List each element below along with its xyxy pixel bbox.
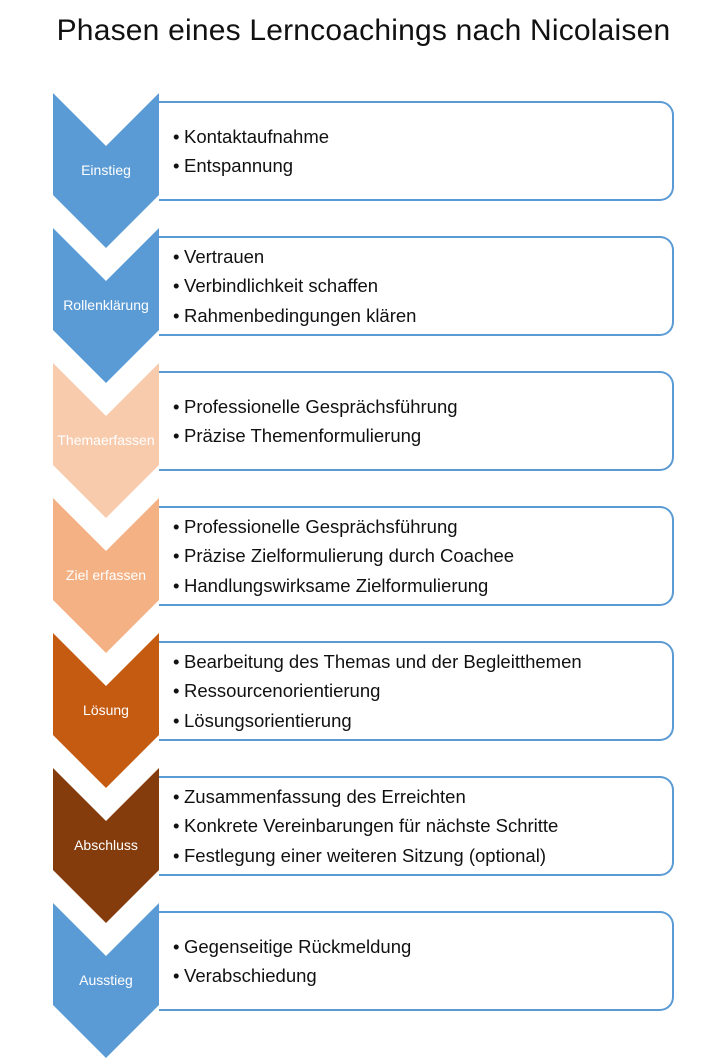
bullet-icon: • bbox=[173, 935, 180, 957]
phase-item-text: Ressourcenorientierung bbox=[184, 680, 381, 702]
phase-row bbox=[0, 363, 727, 518]
bullet-icon: • bbox=[173, 709, 180, 731]
phase-row bbox=[0, 228, 727, 383]
bullet-icon: • bbox=[173, 125, 180, 147]
phase-row bbox=[0, 768, 727, 923]
phase-item-text: Handlungswirksame Zielformulierung bbox=[184, 574, 489, 596]
bullet-icon: • bbox=[173, 844, 180, 866]
phase-item bbox=[173, 841, 672, 871]
phase-item bbox=[173, 961, 672, 991]
phase-chevron bbox=[53, 768, 159, 923]
phase-details-box bbox=[159, 641, 674, 741]
phase-details-box bbox=[159, 101, 674, 201]
phase-label bbox=[53, 363, 159, 513]
bullet-icon: • bbox=[173, 155, 180, 176]
phase-item bbox=[173, 392, 672, 422]
phase-chevron bbox=[53, 228, 159, 383]
phase-item bbox=[173, 932, 672, 962]
phase-chevron bbox=[53, 363, 159, 518]
phase-details-box bbox=[159, 776, 674, 876]
phase-label-line: Einstieg bbox=[81, 161, 131, 178]
phase-label bbox=[53, 93, 159, 243]
phase-row bbox=[0, 498, 727, 653]
bullet-icon: • bbox=[173, 574, 180, 596]
phase-item bbox=[173, 782, 672, 812]
bullet-icon: • bbox=[173, 245, 180, 267]
phase-item-text: Konkrete Vereinbarungen für nächste Schritte bbox=[184, 815, 559, 837]
phase-label bbox=[53, 903, 159, 1053]
phase-item-text: Kontaktaufnahme bbox=[184, 125, 330, 147]
phase-item-list bbox=[173, 512, 672, 601]
bullet-icon: • bbox=[173, 545, 180, 567]
phase-item-text: Festlegung einer weiteren Sitzung (optional) bbox=[184, 844, 546, 866]
bullet-icon: • bbox=[173, 425, 180, 446]
phase-item-text: Lösungsorientierung bbox=[184, 709, 352, 731]
phase-item-list bbox=[173, 782, 672, 871]
bullet-icon: • bbox=[173, 515, 180, 537]
phase-item-list bbox=[173, 932, 672, 991]
phase-row bbox=[0, 93, 727, 248]
phase-item-text: Vertrauen bbox=[184, 245, 265, 267]
bullet-icon: • bbox=[173, 395, 180, 417]
bullet-icon: • bbox=[173, 680, 180, 702]
bullet-icon: • bbox=[173, 785, 180, 807]
phase-details-box bbox=[159, 236, 674, 336]
phase-item bbox=[173, 421, 672, 451]
phase-item-text: Gegenseitige Rückmeldung bbox=[184, 935, 412, 957]
bullet-icon: • bbox=[173, 965, 180, 986]
phase-item bbox=[173, 811, 672, 841]
phase-item bbox=[173, 242, 672, 272]
phase-row bbox=[0, 903, 727, 1058]
phase-label-line: erfassen bbox=[100, 431, 155, 448]
phase-item-text: Präzise Themenformulierung bbox=[184, 425, 422, 446]
phase-item bbox=[173, 706, 672, 736]
phase-item-text: Zusammenfassung des Erreichten bbox=[184, 785, 466, 807]
phase-item-text: Rahmenbedingungen klären bbox=[184, 304, 417, 326]
phase-details-box bbox=[159, 506, 674, 606]
phase-label-line: Rollenklärung bbox=[63, 296, 149, 313]
phase-label bbox=[53, 498, 159, 648]
phase-item-list bbox=[173, 392, 672, 451]
bullet-icon: • bbox=[173, 304, 180, 326]
bullet-icon: • bbox=[173, 275, 180, 297]
phase-label-line: Ziel erfassen bbox=[65, 566, 147, 583]
phase-item-text: Professionelle Gesprächsführung bbox=[184, 395, 458, 417]
phase-chevron bbox=[53, 93, 159, 248]
diagram-title: Phasen eines Lerncoachings nach Nicolaisen bbox=[56, 14, 671, 47]
phase-item bbox=[173, 512, 672, 542]
phase-label-line: Thema bbox=[57, 431, 101, 448]
phase-item-list bbox=[173, 647, 672, 736]
bullet-icon: • bbox=[173, 815, 180, 837]
phase-chevron bbox=[53, 498, 159, 653]
phase-item-text: Verabschiedung bbox=[184, 965, 317, 986]
phase-details-box bbox=[159, 371, 674, 471]
phase-item-text: Entspannung bbox=[184, 155, 294, 176]
phase-label bbox=[53, 768, 159, 918]
phase-item bbox=[173, 541, 672, 571]
phase-label bbox=[53, 633, 159, 783]
phase-item bbox=[173, 151, 672, 181]
phase-details-box bbox=[159, 911, 674, 1011]
phase-item-text: Bearbeitung des Themas und der Begleitthemen bbox=[184, 650, 582, 672]
phase-label bbox=[53, 228, 159, 378]
phase-row bbox=[0, 633, 727, 788]
phase-item bbox=[173, 571, 672, 601]
phase-item-text: Professionelle Gesprächsführung bbox=[184, 515, 458, 537]
phase-item-text: Präzise Zielformulierung durch Coachee bbox=[184, 545, 515, 567]
bullet-icon: • bbox=[173, 650, 180, 672]
phase-item-list bbox=[173, 242, 672, 331]
phase-label-line: Abschluss bbox=[74, 836, 138, 853]
phase-item bbox=[173, 647, 672, 677]
phase-item bbox=[173, 122, 672, 152]
phase-item-list bbox=[173, 122, 672, 181]
phase-chevron bbox=[53, 633, 159, 788]
phase-item-text: Verbindlichkeit schaffen bbox=[184, 275, 379, 297]
phase-chevron bbox=[53, 903, 159, 1058]
phase-item bbox=[173, 676, 672, 706]
phase-item bbox=[173, 271, 672, 301]
phase-item bbox=[173, 301, 672, 331]
phase-label-line: Lösung bbox=[83, 701, 129, 718]
phase-label-line: Ausstieg bbox=[79, 971, 133, 988]
